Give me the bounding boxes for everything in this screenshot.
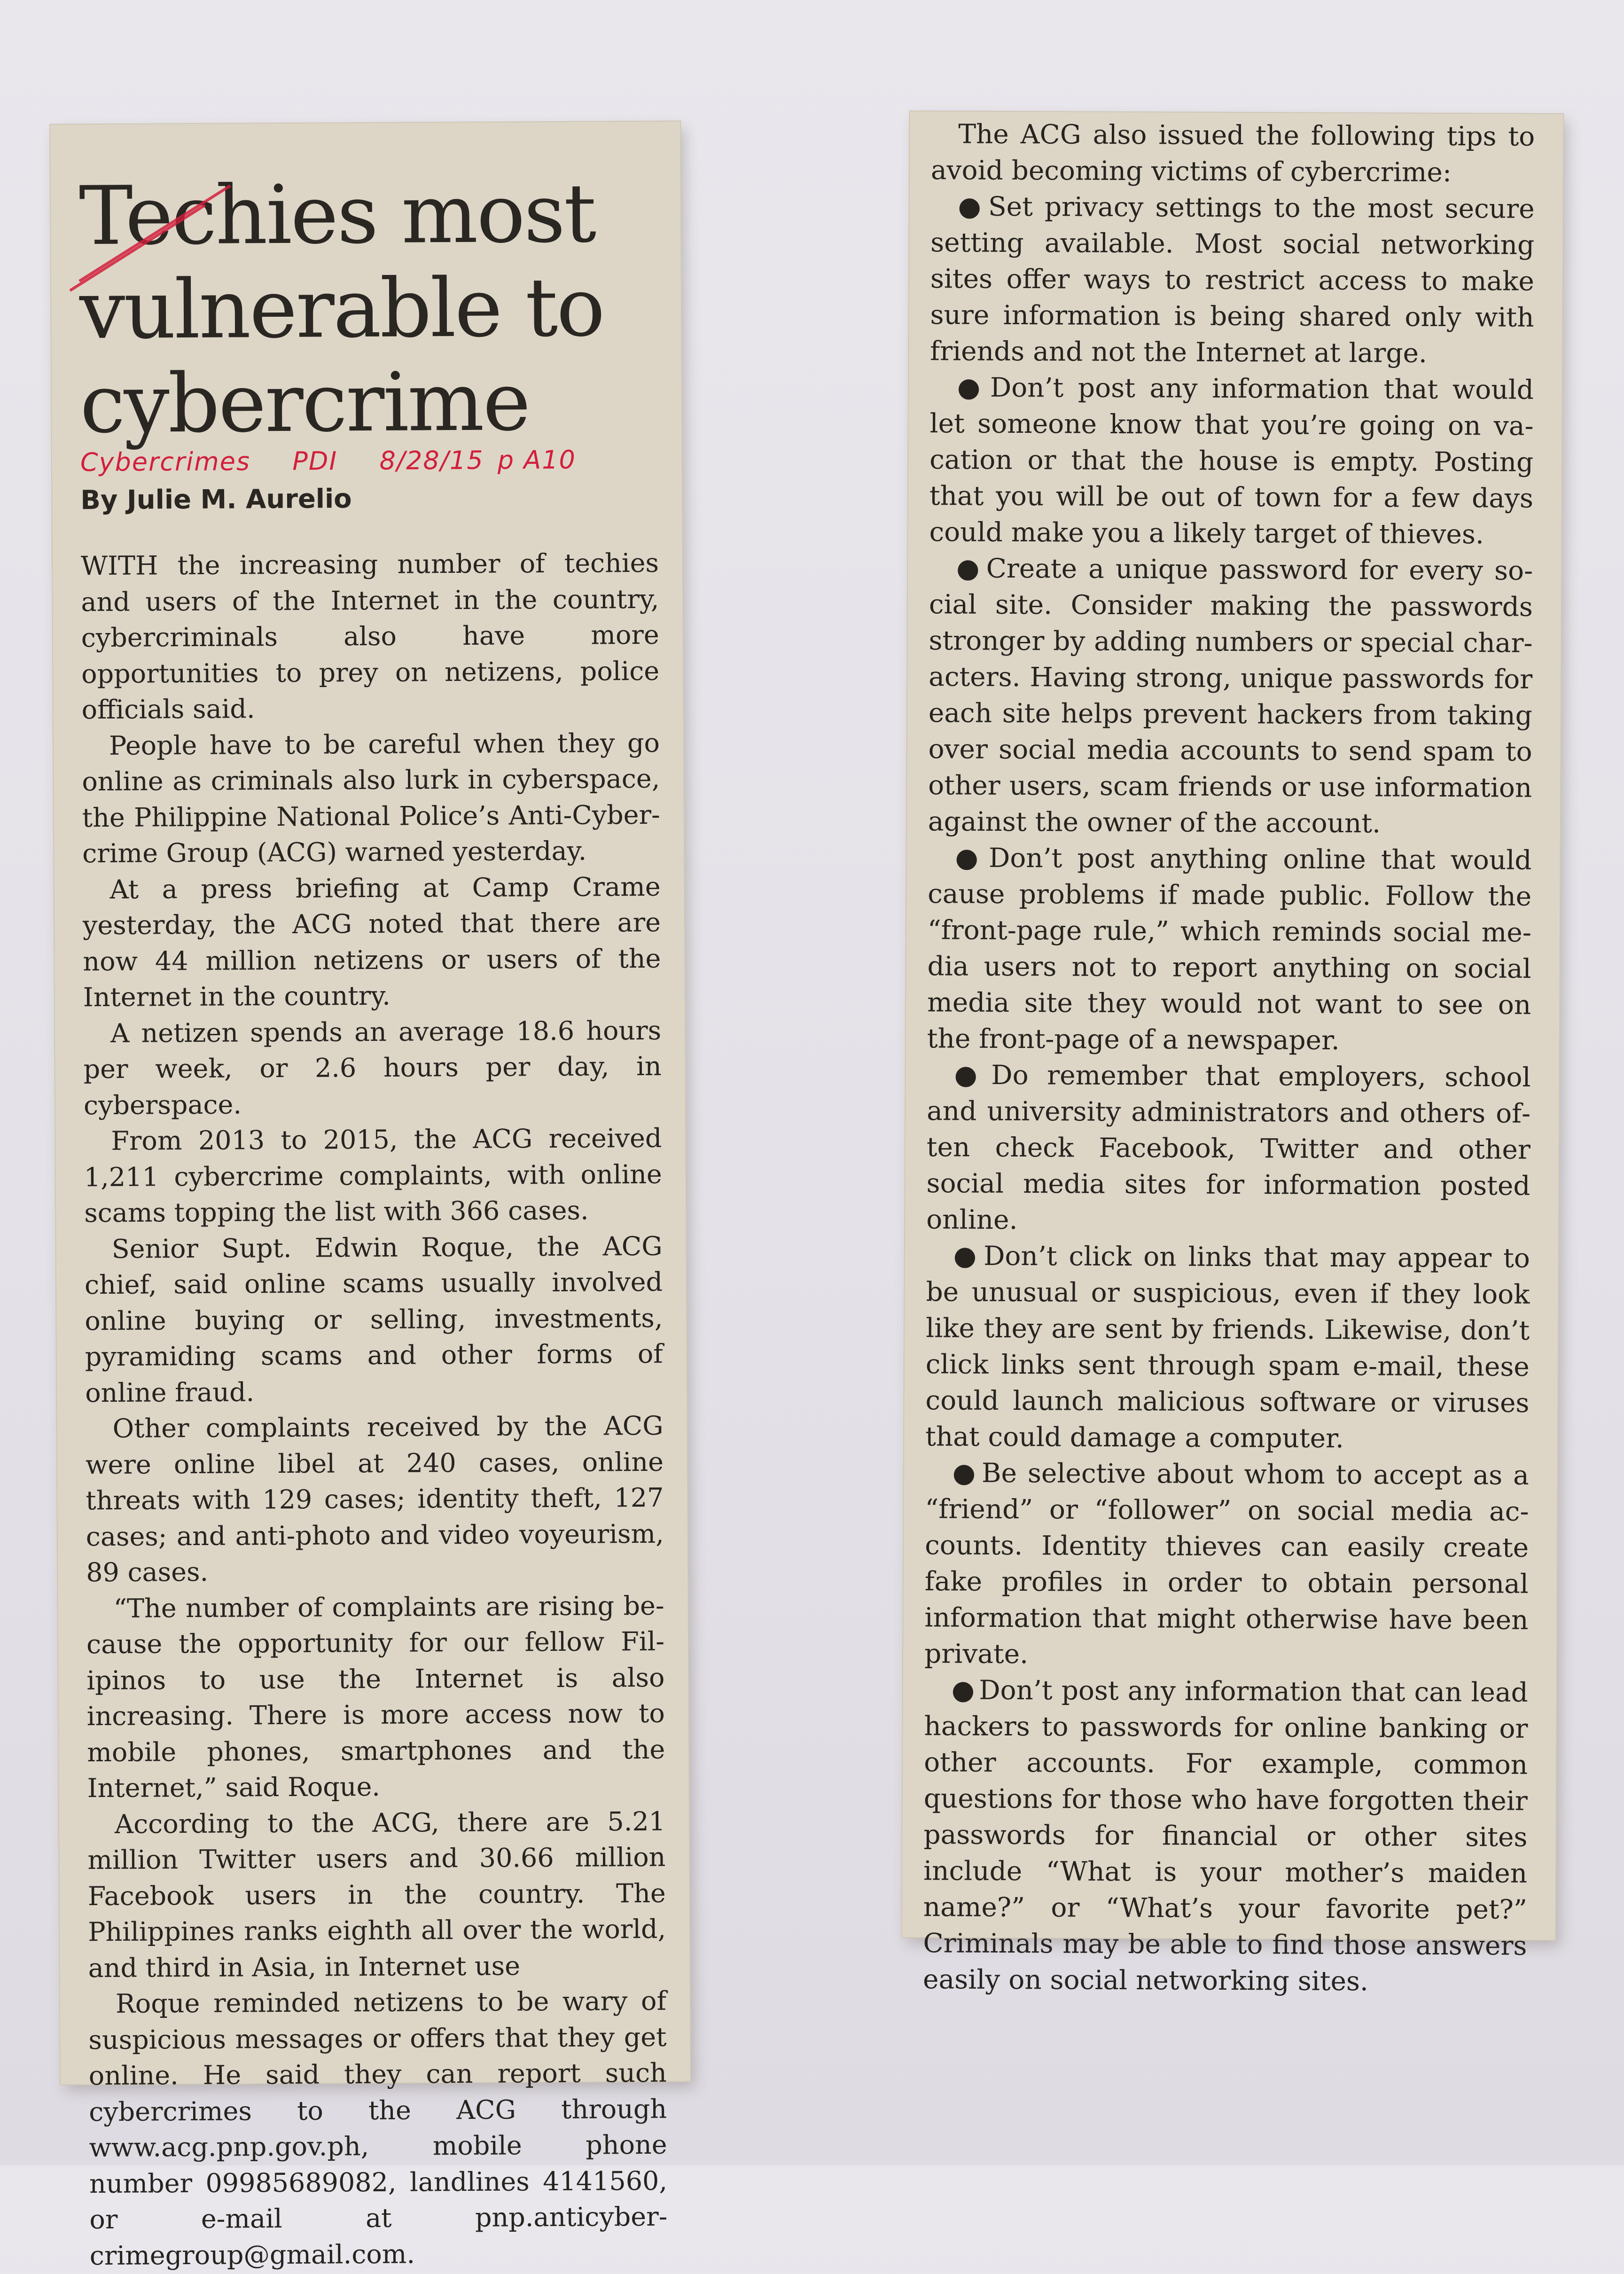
article-body-right xyxy=(923,116,1535,2000)
bullet-icon: ● xyxy=(955,843,985,874)
bullet-icon: ● xyxy=(954,1060,988,1091)
handwritten-page: p A10 xyxy=(497,445,577,475)
tip-text: Set privacy settings to the most secure setting available. Most social networking sites offer ways to restrict access to make sure information is being shared only with friends and not the Internet at large. xyxy=(930,191,1535,369)
tip-text: Don’t post any information that can lead hackers to passwords for online banking or other accounts. For example, common questions for those who have forgotten their passwords for financial or other sites include “What is your mother’s maiden name?” or “What’s your favorite pet?” Criminals may be able to find those answers easily on social networking sites. xyxy=(922,1675,1528,1997)
bullet-icon: ● xyxy=(957,372,987,403)
bullet-icon: ● xyxy=(953,1241,980,1272)
bullet-icon: ● xyxy=(951,1675,976,1706)
paragraph: “The number of complaints are rising because the opportunity for our fellow Filipinos to use the Internet is also increasing. There is more access now to mobile phones, smartphones and the Internet,” said Roque. xyxy=(86,1590,665,1804)
bullet-icon: ● xyxy=(956,553,983,584)
paragraph: Roque reminded netizens to be wary of suspicious messages or offers that they get online. He said they can report such cybercrimes to the ACG through www.acg.pnp.gov.ph, mobile phone number 09985689082, landlines 4141560, or e-mail at pnp.anticybercrimegroup@gmail.com. xyxy=(88,1985,668,2271)
clipping-right xyxy=(902,111,1563,1997)
paragraph: People have to be careful when they go online as criminals also lurk in cyberspace, the Philippine National Police’s Anti-Cybercrime Group (ACG) warned yesterday. xyxy=(82,727,660,869)
tip-text: Be selective about whom to accept as a “friend” or “follower” on social media accounts. Identity thieves can easily create fake profiles in order to obtain personal information that might otherwise have been private. xyxy=(924,1458,1529,1670)
paragraph: WITH the increasing number of techies and users of the Internet in the country, cybercriminals also have more opportunities to prey on netizens, police officials said. xyxy=(80,547,660,726)
handwritten-tag: Cybercrimes xyxy=(80,446,251,477)
bullet-icon: ● xyxy=(958,191,985,222)
byline: By Julie M. Aurelio xyxy=(80,484,352,516)
tip-text: Create a unique password for every social site. Consider making the passwords stronger by adding numbers or special characters. Having strong, unique passwords for each site helps prevent hackers from taking over social media accounts to send spam to other users, scam friends or use information against the owner of the account. xyxy=(928,553,1533,839)
tip-item xyxy=(926,1057,1531,1241)
tip-text: Don’t click on links that may appear to be unusual or suspicious, even if they look like they are sent by friends. Likewise, don’t click links sent through spam e-mail, these could launch malicious software or viruses that could damage a computer. xyxy=(925,1241,1530,1454)
article-body-left xyxy=(81,546,668,2274)
tip-item xyxy=(923,1672,1528,2000)
paragraph: From 2013 to 2015, the ACG received 1,211 cybercrime complaints, with online scams topping the list with 366 cases. xyxy=(84,1123,662,1229)
paragraph: Other complaints received by the ACG were online libel at 240 cases, online threats with 129 cases; identity theft, 127 cases; and anti-photo and video voyeurism, 89 cases. xyxy=(85,1410,664,1588)
tip-text: Do remember that employers, school and university administrators and others often check Facebook, Twitter and other social media sites for information posted online. xyxy=(926,1060,1531,1236)
paragraph: A netizen spends an average 18.6 hours per week, or 2.6 hours per day, in cyberspace. xyxy=(83,1015,662,1121)
bullet-icon: ● xyxy=(952,1458,978,1489)
tip-text: Don’t post any information that would let someone know that you’re going on vacation or that the house is empty. Posting that you will be out of town for a few days could make you a likely target of thieves. xyxy=(929,372,1534,550)
handwritten-note xyxy=(80,445,658,485)
tip-item xyxy=(928,550,1533,843)
clipping-left xyxy=(50,122,690,2271)
tips-intro: The ACG also issued the following tips to avoid becoming victims of cybercrime: xyxy=(930,119,1535,188)
tip-item xyxy=(927,840,1532,1060)
headline-line: cybercrime xyxy=(79,354,530,452)
tip-item xyxy=(925,1238,1530,1458)
headline xyxy=(79,166,658,451)
headline-line: Techies most xyxy=(78,166,595,264)
tip-item xyxy=(924,1455,1529,1675)
handwritten-source: PDI xyxy=(292,446,338,476)
tip-item xyxy=(929,369,1534,553)
tip-item xyxy=(930,188,1535,372)
paragraph: At a press briefing at Camp Crame yesterday, the ACG noted that there are now 44 million netizens or users of the Internet in the country. xyxy=(82,871,661,1013)
handwritten-date: 8/28/15 xyxy=(379,445,484,476)
paragraph: Senior Supt. Edwin Roque, the ACG chief, said online scams usually involved online buying or selling, investments, pyramiding scams and other forms of online fraud. xyxy=(84,1231,663,1408)
paragraph: According to the ACG, there are 5.21 million Twitter users and 30.66 million Facebook users in the country. The Philippines ranks eighth all over the world, and third in Asia, in Internet use xyxy=(87,1806,666,1984)
headline-line: vulnerable to xyxy=(79,260,604,358)
tip-text: Don’t post anything online that would cause problems if made public. Follow the “front-page rule,” which reminds social media users not to report anything on social media site they would not want to see on the front-page of a newspaper. xyxy=(927,843,1532,1056)
